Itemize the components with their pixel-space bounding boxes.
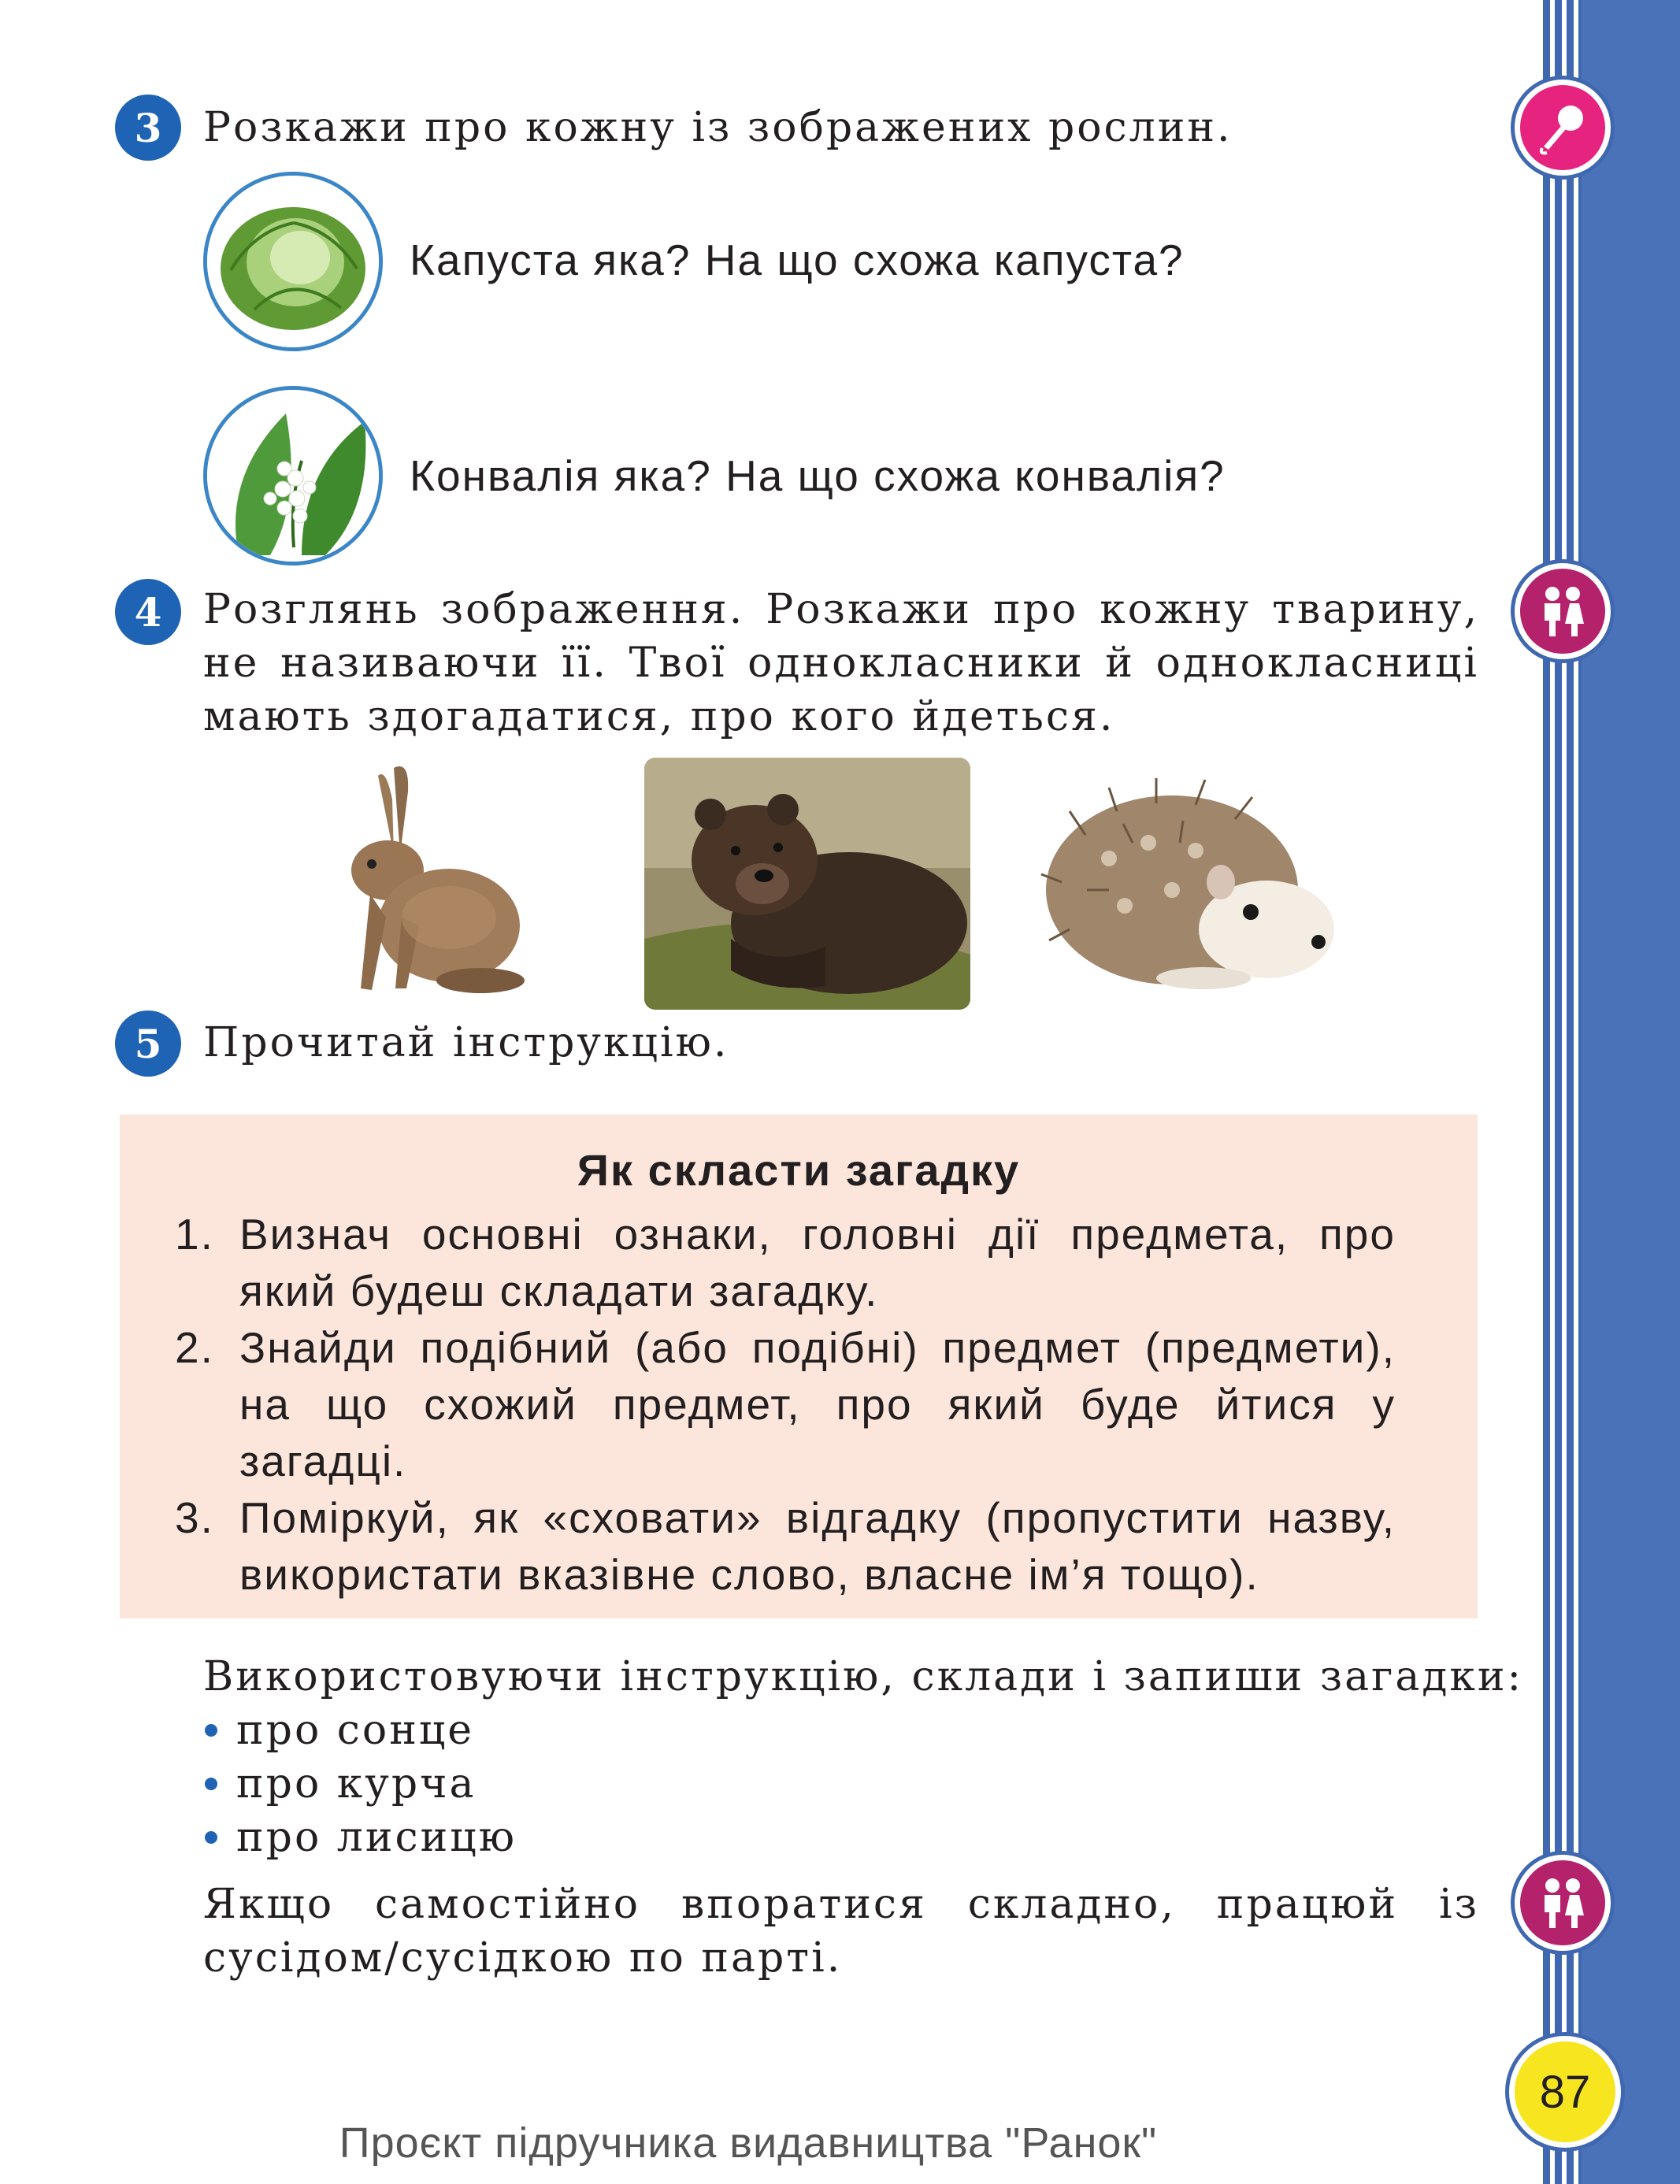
bear-image (644, 758, 970, 1010)
list-item-text: про лисицю (236, 1814, 517, 1861)
microphone-icon (1515, 80, 1611, 176)
bullet-icon (205, 1724, 217, 1737)
instruction-title: Як скласти загадку (577, 1145, 1021, 1195)
pair-work-icon (1515, 563, 1611, 659)
question-text: Капуста яка? На що схожа капуста? (410, 235, 1185, 284)
instruction-panel (120, 1114, 1478, 1619)
cabbage-image (203, 172, 383, 351)
hare-image (323, 760, 528, 1003)
bullet-icon (205, 1831, 217, 1844)
task-number-badge: 5 (115, 1010, 181, 1077)
task-text: Розглянь зображення. Розкажи про кожну тварину, не називаючи її. Твої однокласники й однокласниці мають здогадатися, про кого йдеться. (203, 586, 1479, 740)
step-text: Визнач основні ознаки, головні дії предмета, про який будеш складати загадку. (239, 1210, 1396, 1315)
list-item (203, 1757, 517, 1811)
task-text: Прочитай інструкцію. (203, 1019, 729, 1066)
assignment-note: Якщо самостійно впоратися складно, працюй із сусідом/сусідкою по парті. (203, 1881, 1479, 1982)
step-text: Знайди подібний (або подібні) предмет (предмети), на що схожий предмет, про який буде йтися у загадці. (239, 1323, 1396, 1485)
bullet-icon (205, 1778, 217, 1790)
lily-of-the-valley-image (203, 386, 383, 565)
instruction-step (175, 1319, 1396, 1489)
list-item-text: про курча (236, 1760, 477, 1808)
assignment-intro: Використовуючи інструкцію, склади і запиши загадки: (203, 1653, 1524, 1700)
task-text: Розкажи про кожну із зображених рослин. (203, 104, 1233, 151)
list-item (203, 1811, 517, 1864)
list-item (203, 1704, 517, 1757)
list-item-text: про сонце (236, 1707, 475, 1754)
footer-text: Проєкт підручника видавництва "Ранок" (339, 2119, 1158, 2167)
hedgehog-image (1038, 772, 1345, 1000)
instruction-step (175, 1206, 1396, 1319)
question-text: Конвалія яка? На що схожа конвалія? (410, 451, 1226, 500)
pair-work-icon (1515, 1855, 1611, 1951)
step-number: 1. (175, 1210, 214, 1259)
page-number: 87 (1509, 2036, 1621, 2148)
instruction-step (175, 1489, 1396, 1603)
task-number-badge: 4 (115, 579, 181, 645)
step-text: Поміркуй, як «сховати» відгадку (пропустити назву, використати вказівне слово, власне ім’я тощо). (239, 1493, 1396, 1599)
step-number: 2. (175, 1323, 214, 1372)
riddle-list (203, 1704, 517, 1864)
step-number: 3. (175, 1493, 214, 1542)
task-number-badge: 3 (115, 95, 181, 161)
